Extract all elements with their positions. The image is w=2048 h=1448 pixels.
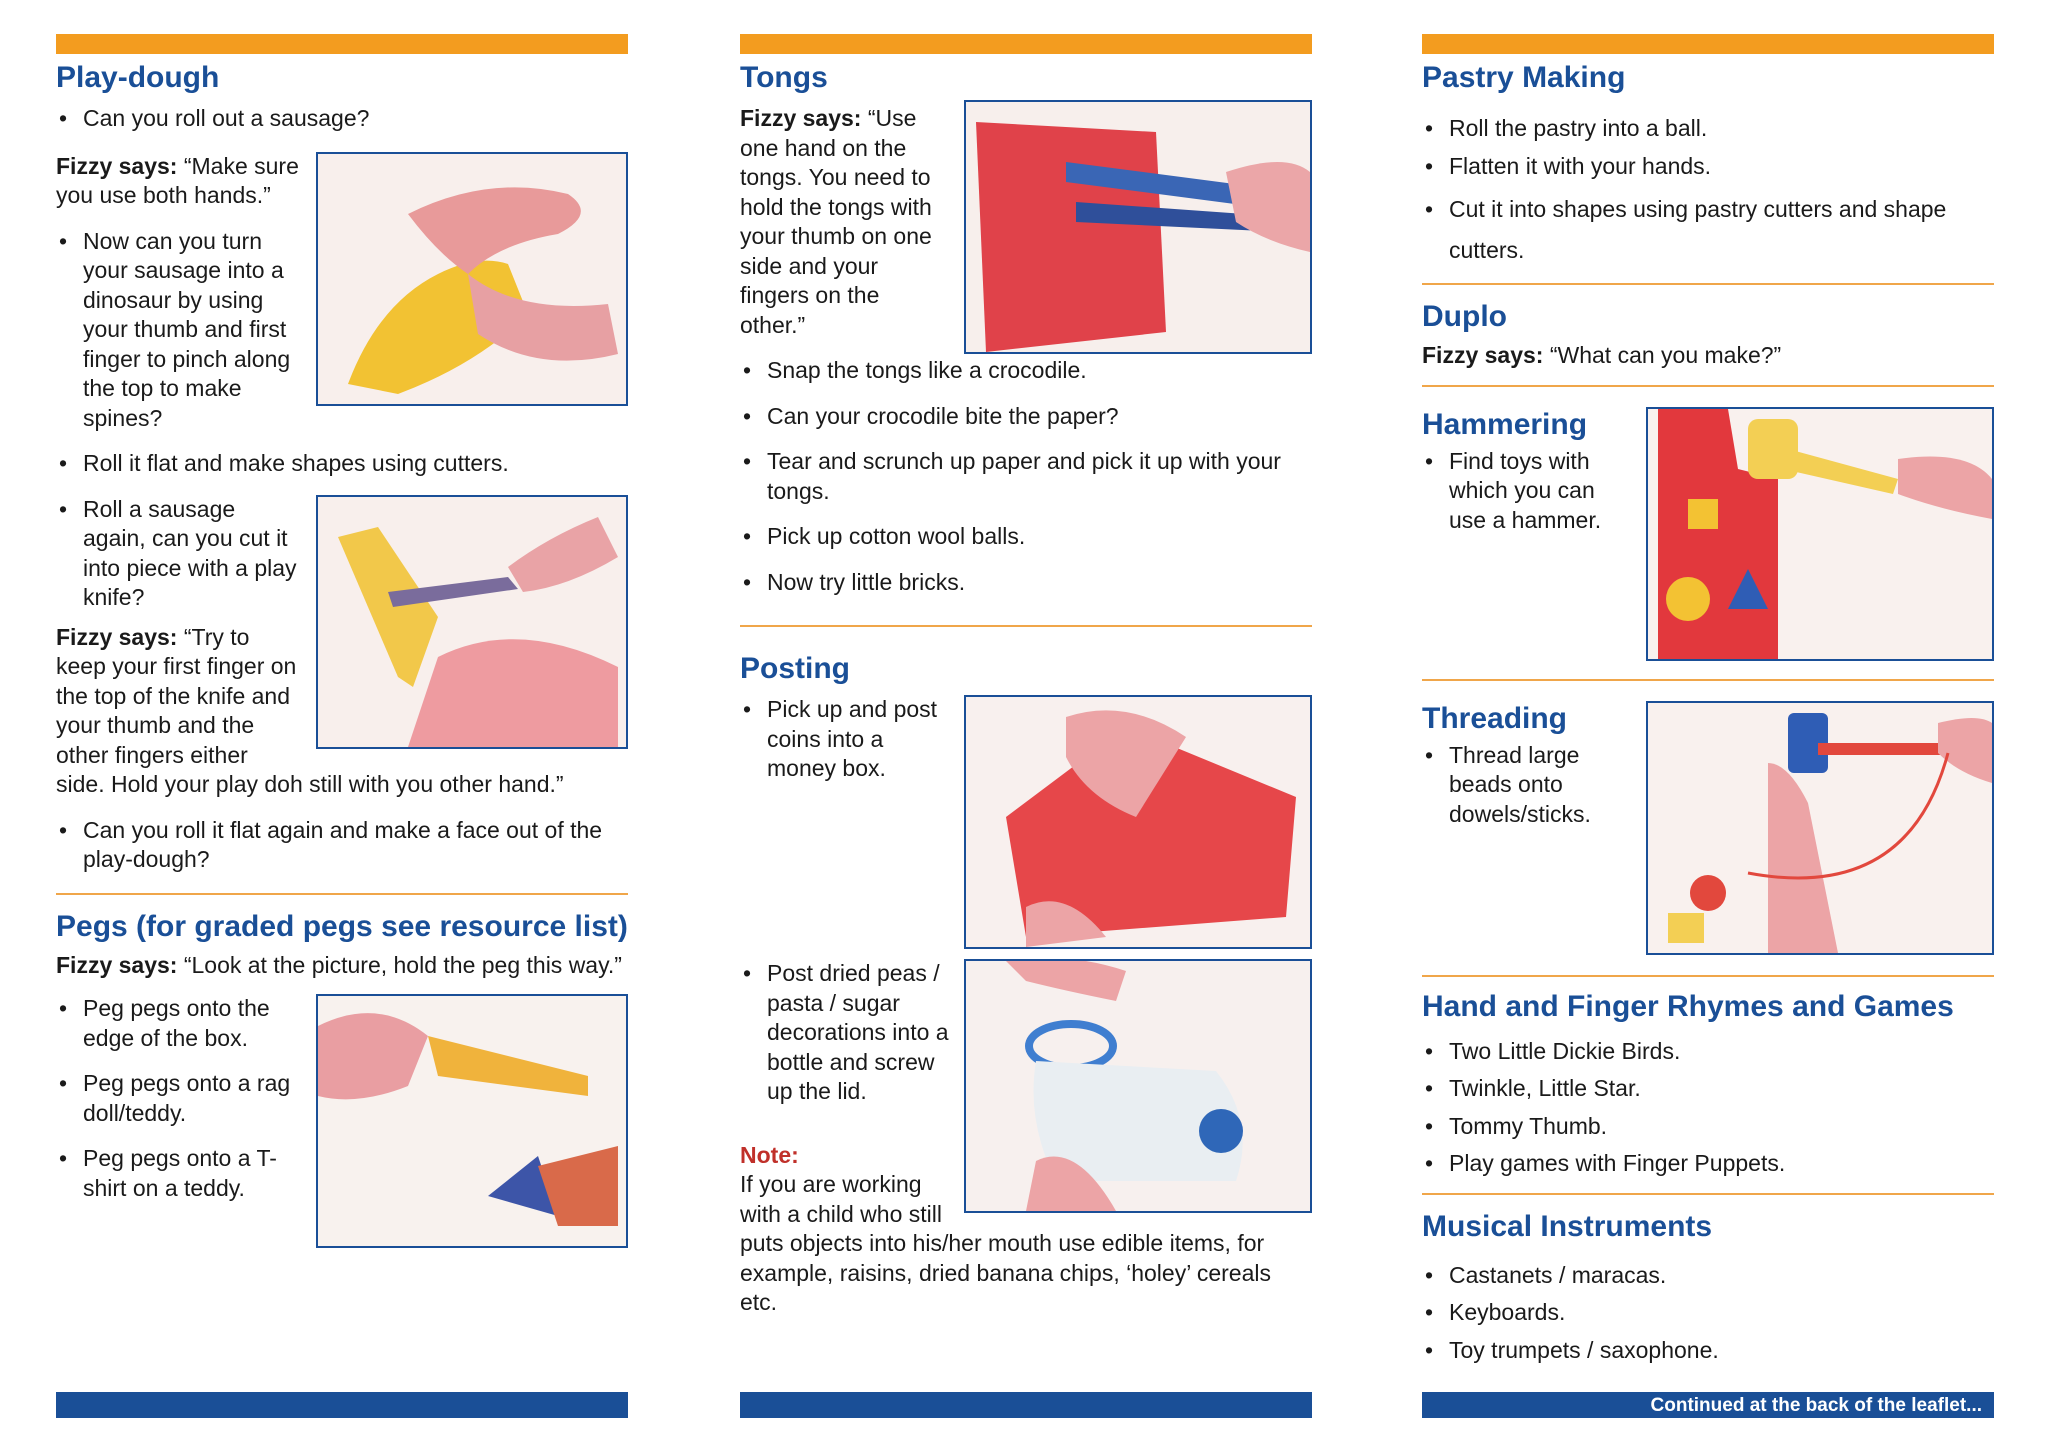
fizzy-label: Fizzy says: (56, 951, 178, 978)
top-bar-col3 (1422, 34, 1994, 54)
tongs-bullet-3: • Tear and scrunch up paper and pick it up with your tongs. (740, 447, 1312, 506)
divider (1422, 283, 1994, 285)
tongs-title: Tongs (740, 61, 828, 94)
playdough-bullet-1: • Can you roll out a sausage? (56, 104, 628, 134)
divider (740, 625, 1312, 627)
divider (56, 893, 628, 895)
playdough-bullet-2: • Now can you turn your sausage into a dinosaur by using your thumb and first finger to pinch along the top to make spines? (56, 227, 628, 434)
pegs-bullet-3: • Peg pegs onto a T-shirt on a teddy. (56, 1144, 628, 1203)
pegs-bullet-2: • Peg pegs onto a rag doll/teddy. (56, 1069, 628, 1128)
continued-note: Continued at the back of the leaflet... (1650, 1395, 1982, 1416)
bottom-bar-col3 (1422, 1392, 1994, 1418)
playdough-bullet-3: • Roll it flat and make shapes using cutters. (56, 449, 628, 479)
posting-bullet-2: • Post dried peas / pasta / sugar decorations into a bottle and screw up the lid. (740, 959, 1312, 1107)
threading-title: Threading (1422, 701, 1568, 735)
column-3 (1422, 60, 1994, 1365)
tongs-bullet-2: • Can your crocodile bite the paper? (740, 402, 1312, 432)
threading-bullet-1: • Thread large beads onto dowels/sticks. (1422, 741, 1994, 830)
column-2 (740, 60, 1312, 1318)
playdough-fizzy-quote-2: “Try to keep your first finger on the top of the knife and your thumb and the other fingers either side. Hold your play doh still with you other hand.” (56, 623, 564, 797)
rhymes-bullet-1: • Two Little Dickie Birds. (1422, 1037, 1994, 1067)
divider (1422, 975, 1994, 977)
rhymes-bullet-4: • Play games with Finger Puppets. (1422, 1149, 1994, 1179)
posting-note: If you are working with a child who still puts objects into his/her mouth use edible items, for example, raisins, dried banana chips, ‘holey’ cereals etc. (740, 1171, 1271, 1315)
fizzy-label: Fizzy says: (1422, 342, 1544, 368)
bottom-bar-col1 (56, 1392, 628, 1418)
posting-title: Posting (740, 652, 850, 685)
playdough-title: Play-dough (56, 61, 220, 94)
divider (1422, 1193, 1994, 1195)
fizzy-label: Fizzy says: (56, 623, 178, 650)
music-title: Musical Instruments (1422, 1209, 1713, 1243)
bottom-bar-col2 (740, 1392, 1312, 1418)
posting-bullet-1: • Pick up and post coins into a money box. (740, 695, 1312, 784)
tongs-bullet-4: • Pick up cotton wool balls. (740, 522, 1312, 552)
duplo-fizzy-quote: “What can you make?” (1543, 342, 1782, 368)
pegs-fizzy-quote: “Look at the picture, hold the peg this way.” (177, 951, 622, 978)
pastry-bullet-2: • Flatten it with your hands. (1422, 152, 1994, 182)
column-1 (56, 60, 628, 1248)
tongs-bullet-5: • Now try little bricks. (740, 568, 1312, 598)
fizzy-label: Fizzy says: (56, 152, 178, 179)
playdough-bullet-5: • Can you roll it flat again and make a face out of the play-dough? (56, 816, 628, 875)
rhymes-bullet-3: • Tommy Thumb. (1422, 1112, 1994, 1142)
tongs-bullet-1: • Snap the tongs like a crocodile. (740, 356, 1312, 386)
hammering-title: Hammering (1422, 407, 1588, 441)
pastry-bullet-1: • Roll the pastry into a ball. (1422, 114, 1994, 144)
playdough-fizzy-quote-1: “Make sure you use both hands.” (56, 152, 299, 208)
tongs-fizzy-quote: “Use one hand on the tongs. You need to hold the tongs with your thumb on one side and your fingers on the other.” (740, 105, 932, 338)
music-bullet-3: • Toy trumpets / saxophone. (1422, 1336, 1994, 1366)
duplo-title: Duplo (1422, 300, 1507, 333)
music-bullet-2: • Keyboards. (1422, 1298, 1994, 1328)
pastry-title: Pastry Making (1422, 61, 1626, 94)
pegs-bullet-1: • Peg pegs onto the edge of the box. (56, 994, 628, 1053)
top-bar-col2 (740, 34, 1312, 54)
hammering-bullet-1: • Find toys with which you can use a hammer. (1422, 447, 1994, 536)
divider (1422, 385, 1994, 387)
playdough-bullet-4: • Roll a sausage again, can you cut it into piece with a play knife? (56, 495, 628, 613)
rhymes-bullet-2: • Twinkle, Little Star. (1422, 1074, 1994, 1104)
tongs-photo (964, 100, 1312, 354)
pastry-bullet-3: • Cut it into shapes using pastry cutters and shape cutters. (1422, 189, 1994, 271)
rhymes-title: Hand and Finger Rhymes and Games (1422, 989, 1954, 1023)
music-bullet-1: • Castanets / maracas. (1422, 1261, 1994, 1291)
fizzy-label: Fizzy says: (740, 105, 862, 131)
pegs-title: Pegs (for graded pegs see resource list) (56, 909, 628, 943)
top-bar-col1 (56, 34, 628, 54)
divider (1422, 679, 1994, 681)
note-label: Note: (740, 1141, 799, 1168)
